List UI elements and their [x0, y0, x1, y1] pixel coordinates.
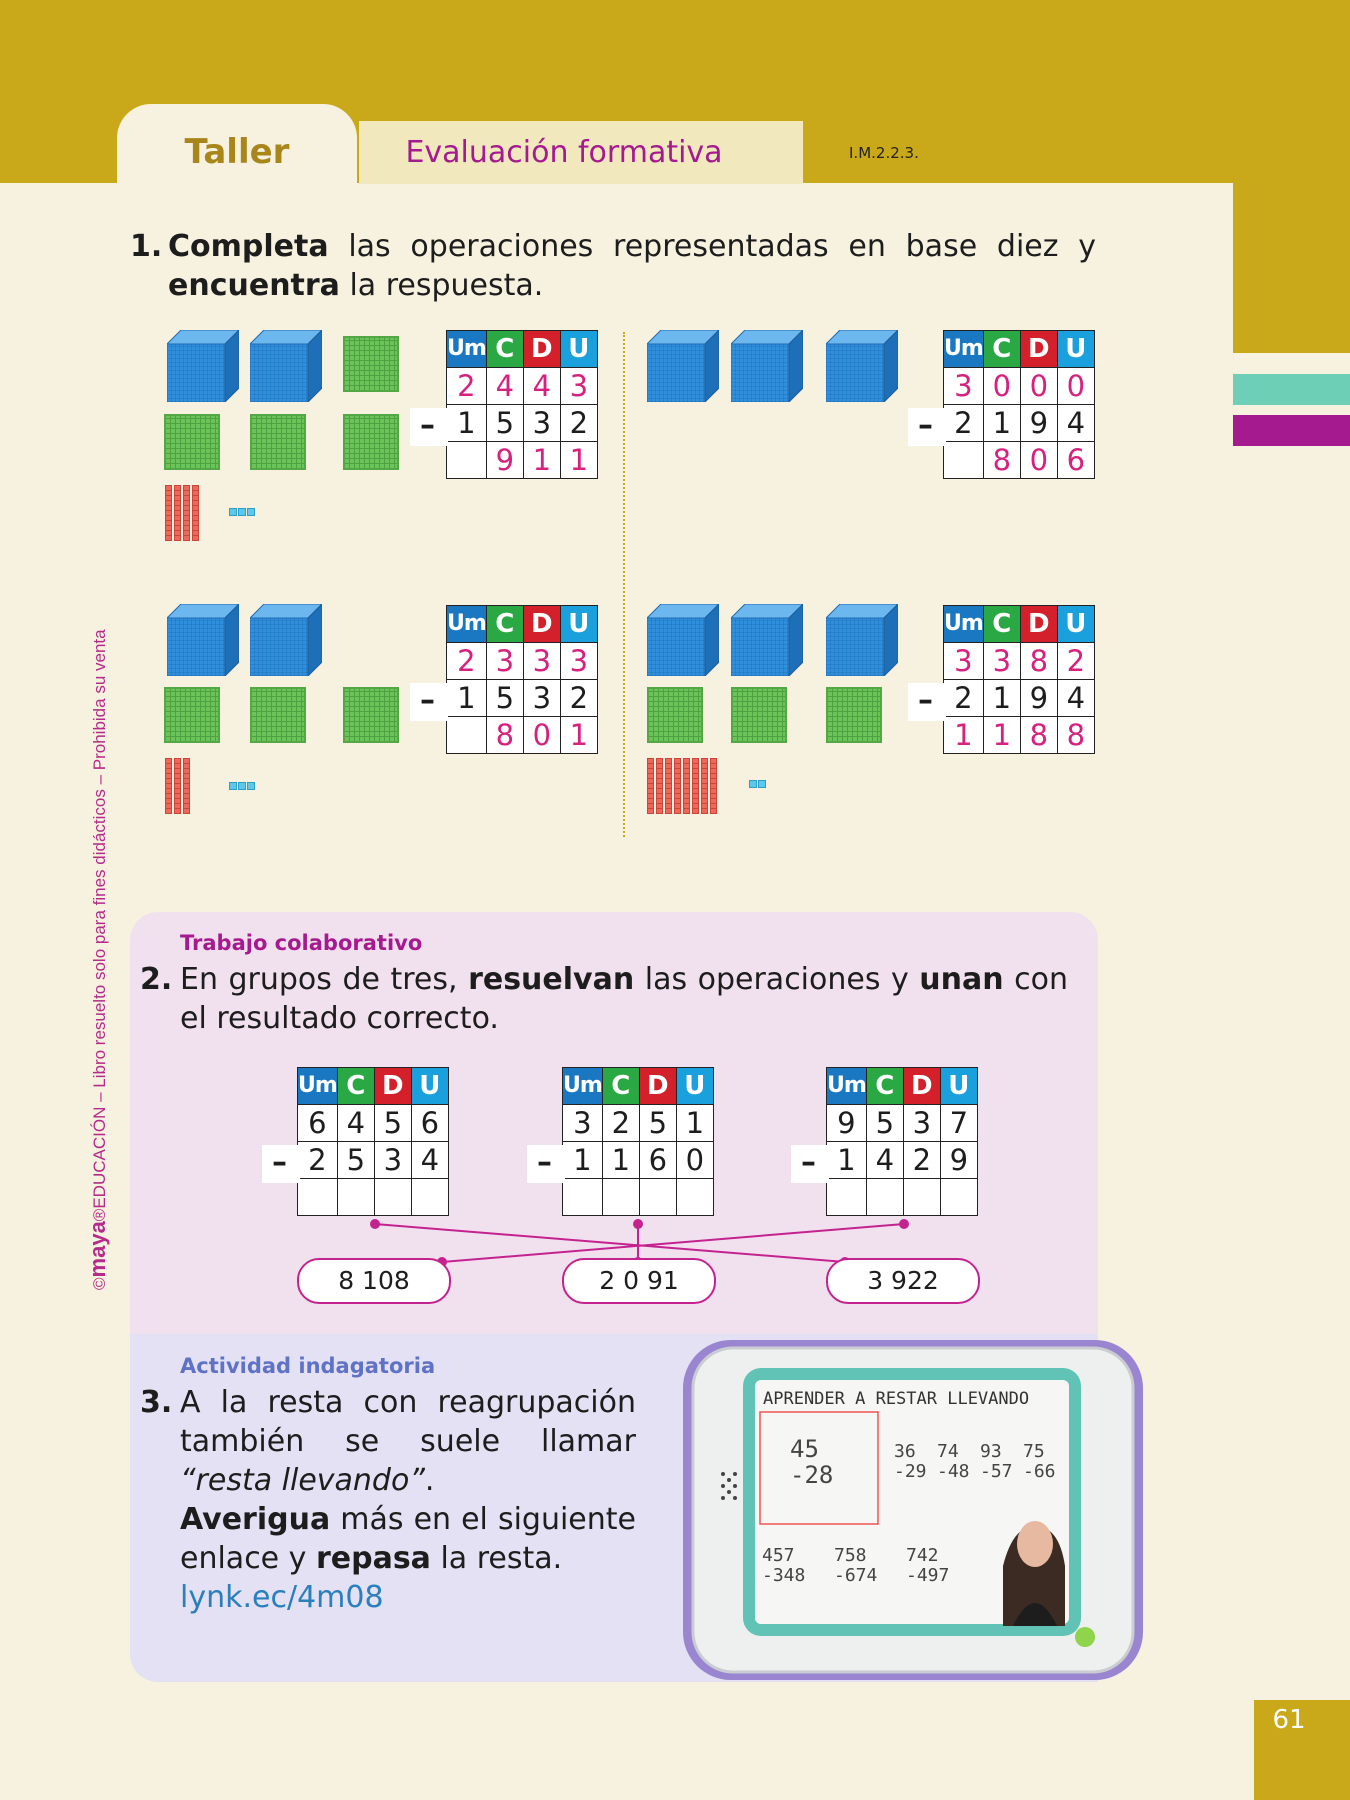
subtrahend-digit: 1: [447, 405, 487, 442]
minuend-digit: 3: [523, 643, 560, 680]
result-digit[interactable]: 9: [486, 442, 523, 479]
column-header-um: Um: [944, 331, 984, 368]
question-number: 3.: [140, 1385, 173, 1420]
column-header-d: D: [903, 1068, 940, 1105]
subtrahend-digit: 3: [374, 1142, 411, 1179]
column-header-u: U: [411, 1068, 448, 1105]
minus-sign: –: [420, 683, 435, 718]
column-header-um: Um: [944, 606, 984, 643]
column-header-um: Um: [827, 1068, 867, 1105]
instruction-text: la respuesta.: [339, 268, 544, 303]
minuend-digit: 2: [447, 643, 487, 680]
minuend-digit: 3: [983, 643, 1020, 680]
instruction-text: la resta.: [430, 1541, 563, 1576]
instruction-text: A la resta con reagrupación también se suele llamar: [180, 1385, 636, 1459]
board-number: -29: [894, 1461, 927, 1482]
result-digit[interactable]: 8: [1020, 717, 1057, 754]
instruction-text: más en el siguiente enlace y: [180, 1502, 636, 1576]
subtrahend-digit: 5: [337, 1142, 374, 1179]
minuend-digit: 9: [827, 1105, 867, 1142]
page-number: 61: [1272, 1705, 1306, 1735]
minus-sign: –: [537, 1145, 552, 1180]
result-digit[interactable]: 1: [983, 717, 1020, 754]
minuend-digit: 3: [560, 368, 597, 405]
board-exercise: [937, 1442, 970, 1482]
result-digit[interactable]: 8: [1057, 717, 1094, 754]
board-number: -57: [980, 1461, 1013, 1482]
column-header-um: Um: [298, 1068, 338, 1105]
column-header-u: U: [940, 1068, 977, 1105]
home-button-icon: [1075, 1627, 1095, 1647]
column-header-c: C: [486, 331, 523, 368]
subtrahend-digit: 1: [827, 1142, 867, 1179]
minuend-digit: 3: [563, 1105, 603, 1142]
minuend-digit: 2: [602, 1105, 639, 1142]
minuend-digit: 0: [1020, 368, 1057, 405]
subtrahend-digit: 4: [866, 1142, 903, 1179]
minuend-digit: 6: [411, 1105, 448, 1142]
subtrahend-digit: 4: [1057, 405, 1094, 442]
board-number: -66: [1023, 1461, 1056, 1482]
board-exercise: [1023, 1442, 1056, 1482]
result-digit[interactable]: 8: [983, 442, 1020, 479]
board-exercise: [906, 1546, 949, 1586]
subtrahend-digit: 1: [563, 1142, 603, 1179]
section-label-collaborative: Trabajo colaborativo: [180, 931, 423, 955]
skill-indicator: I.M.2.2.3.: [849, 144, 919, 162]
column-header-um: Um: [447, 606, 487, 643]
result-digit[interactable]: 6: [1057, 442, 1094, 479]
keyword: encuentra: [168, 268, 340, 303]
board-number: 74: [937, 1441, 959, 1462]
minuend-digit: 3: [560, 643, 597, 680]
board-number: 45: [790, 1435, 819, 1463]
subtrahend-digit: 2: [944, 405, 984, 442]
tab-taller-label: Taller: [184, 132, 290, 172]
subtrahend-digit: 2: [560, 405, 597, 442]
side-note-text: EDUCACIÓN – Libro resuelto solo para fines didácticos – Prohibida su venta: [90, 629, 109, 1209]
board-number: 758: [834, 1545, 867, 1566]
keyword: resuelvan: [468, 962, 635, 997]
subtrahend-digit: 1: [983, 680, 1020, 717]
answer-option-2[interactable]: 2 0 91: [562, 1258, 716, 1304]
subtrahend-digit: 4: [1057, 680, 1094, 717]
column-header-c: C: [486, 606, 523, 643]
minus-sign: –: [918, 683, 933, 718]
column-header-c: C: [602, 1068, 639, 1105]
minuend-digit: 5: [639, 1105, 676, 1142]
side-copyright-note: ©maya®EDUCACIÓN – Libro resuelto solo para fines didácticos – Prohibida su venta: [85, 629, 110, 1290]
keyword: repasa: [315, 1541, 431, 1576]
minuend-digit: 0: [983, 368, 1020, 405]
board-number: 457: [762, 1545, 795, 1566]
subtrahend-digit: 0: [676, 1142, 713, 1179]
emphasis-text: “resta llevando”: [180, 1463, 425, 1498]
keyword: unan: [919, 962, 1004, 997]
video-tablet-image[interactable]: [673, 1326, 1153, 1694]
result-digit[interactable]: 1: [560, 717, 597, 754]
minuend-digit: 5: [374, 1105, 411, 1142]
column-header-d: D: [1020, 606, 1057, 643]
instruction-text: .: [424, 1463, 435, 1498]
board-exercise: [894, 1442, 927, 1482]
minuend-digit: 3: [903, 1105, 940, 1142]
column-header-d: D: [523, 606, 560, 643]
minus-sign: –: [918, 408, 933, 443]
board-number: 742: [906, 1545, 939, 1566]
subtrahend-digit: 2: [560, 680, 597, 717]
minuend-digit: 4: [337, 1105, 374, 1142]
subtrahend-digit: 2: [298, 1142, 338, 1179]
minuend-digit: 2: [1057, 643, 1094, 680]
board-title: APRENDER A RESTAR LLEVANDO: [763, 1389, 1030, 1409]
board-main-exercise: [790, 1436, 833, 1488]
instruction-text: En grupos de tres,: [180, 962, 469, 997]
section-label-inquiry: Actividad indagatoria: [180, 1354, 436, 1378]
minuend-digit: 4: [486, 368, 523, 405]
subtrahend-digit: 6: [639, 1142, 676, 1179]
column-header-d: D: [1020, 331, 1057, 368]
subtrahend-digit: 3: [523, 680, 560, 717]
minuend-digit: 4: [523, 368, 560, 405]
subtrahend-digit: 2: [903, 1142, 940, 1179]
minus-sign: –: [272, 1145, 287, 1180]
subtrahend-digit: 5: [486, 405, 523, 442]
column-header-u: U: [560, 606, 597, 643]
subtrahend-digit: 1: [602, 1142, 639, 1179]
board-number: 93: [980, 1441, 1002, 1462]
result-digit[interactable]: 1: [944, 717, 984, 754]
instruction-text: las operaciones representadas en base diez y: [328, 229, 1096, 264]
minuend-digit: 2: [447, 368, 487, 405]
subtrahend-digit: 3: [523, 405, 560, 442]
tab-evaluacion-label: Evaluación formativa: [405, 135, 723, 170]
minus-sign: –: [420, 408, 435, 443]
board-number: -497: [906, 1565, 950, 1586]
subtrahend-digit: 1: [983, 405, 1020, 442]
column-header-um: Um: [447, 331, 487, 368]
result-digit[interactable]: 1: [523, 442, 560, 479]
keyword: Averigua: [180, 1502, 331, 1537]
keyword: Completa: [168, 229, 329, 264]
subtrahend-digit: 2: [944, 680, 984, 717]
minuend-digit: 0: [1057, 368, 1094, 405]
minuend-digit: 3: [944, 368, 984, 405]
minuend-digit: 1: [676, 1105, 713, 1142]
column-header-c: C: [866, 1068, 903, 1105]
minuend-digit: 3: [486, 643, 523, 680]
result-digit[interactable]: 0: [1020, 442, 1057, 479]
minuend-digit: 3: [944, 643, 984, 680]
column-header-d: D: [374, 1068, 411, 1105]
subtrahend-digit: 4: [411, 1142, 448, 1179]
minuend-digit: 8: [1020, 643, 1057, 680]
result-digit[interactable]: 8: [486, 717, 523, 754]
instruction-text: con el resultado correcto.: [180, 962, 1068, 1036]
column-header-u: U: [1057, 331, 1094, 368]
minuend-digit: 5: [866, 1105, 903, 1142]
column-header-d: D: [523, 331, 560, 368]
result-digit[interactable]: 1: [560, 442, 597, 479]
column-header-u: U: [1057, 606, 1094, 643]
board-exercise: [980, 1442, 1013, 1482]
question-number: 2.: [140, 962, 173, 997]
column-header-u: U: [676, 1068, 713, 1105]
subtrahend-digit: 5: [486, 680, 523, 717]
board-exercise: [762, 1546, 805, 1586]
subtrahend-digit: 9: [940, 1142, 977, 1179]
board-number: -48: [937, 1461, 970, 1482]
column-header-u: U: [560, 331, 597, 368]
board-exercise: [834, 1546, 877, 1586]
subtrahend-digit: 1: [447, 680, 487, 717]
board-number: -674: [834, 1565, 878, 1586]
result-digit[interactable]: 0: [523, 717, 560, 754]
column-header-um: Um: [563, 1068, 603, 1105]
board-number: -348: [762, 1565, 806, 1586]
column-header-d: D: [639, 1068, 676, 1105]
column-header-c: C: [983, 331, 1020, 368]
board-number: -28: [790, 1461, 834, 1489]
column-header-c: C: [983, 606, 1020, 643]
minuend-digit: 7: [940, 1105, 977, 1142]
board-number: 75: [1023, 1441, 1045, 1462]
instruction-text: las operaciones y: [634, 962, 920, 997]
question-number: 1.: [130, 229, 163, 264]
column-header-c: C: [337, 1068, 374, 1105]
subtrahend-digit: 9: [1020, 680, 1057, 717]
answer-option-1[interactable]: 8 108: [297, 1258, 451, 1304]
minuend-digit: 6: [298, 1105, 338, 1142]
minus-sign: –: [801, 1145, 816, 1180]
answer-option-3[interactable]: 3 922: [826, 1258, 980, 1304]
question-3: [140, 1383, 636, 1617]
board-number: 36: [894, 1441, 916, 1462]
subtrahend-digit: 9: [1020, 405, 1057, 442]
resource-link[interactable]: lynk.ec/4m08: [180, 1580, 384, 1615]
brand-logo: maya: [85, 1221, 110, 1278]
